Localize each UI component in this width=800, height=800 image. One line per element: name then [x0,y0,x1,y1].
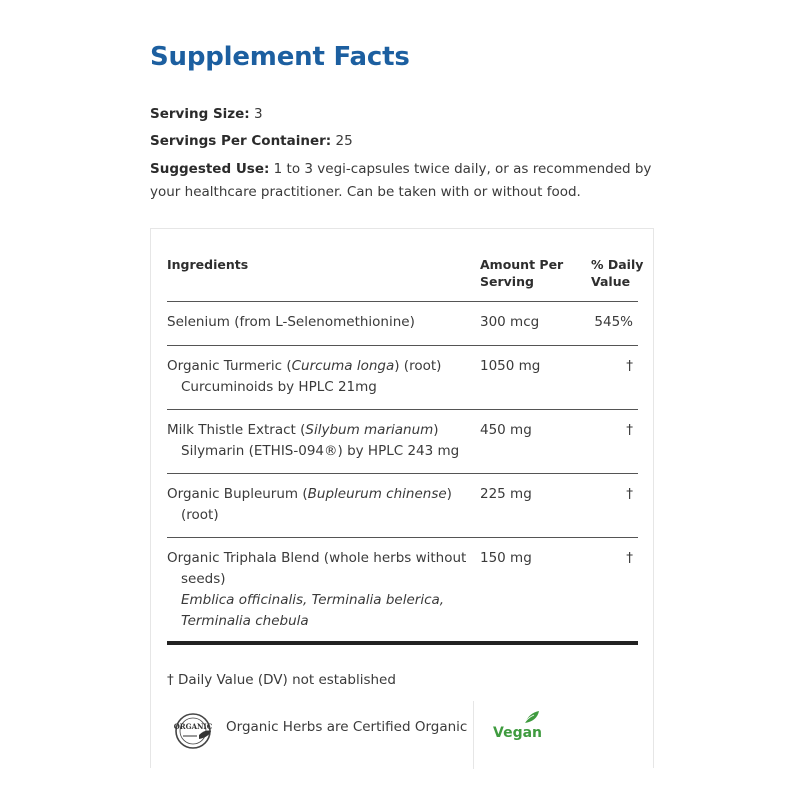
ingredient-name-suffix: ) (root) [394,358,442,374]
ingredient-name-text: Milk Thistle Extract ( [167,422,306,438]
seal-text: ORGANIC [173,722,213,731]
ingredient-name [167,484,467,526]
page-title: Supplement Facts [150,42,410,72]
ingredient-sub: Silymarin (ETHIS-094®) by HPLC 243 mg [181,443,460,459]
header-ingredients: Ingredients [167,257,249,272]
header-divider [167,301,638,302]
ingredient-amount: 1050 mg [480,358,541,374]
serving-size [150,103,660,126]
row-divider [167,409,638,410]
ingredient-latin-name: Terminalia chebula [181,613,309,629]
suggested-use-label: Suggested Use: [150,161,270,177]
organic-certification-note: Organic Herbs are Certified Organic [226,719,468,735]
serving-size-label: Serving Size: [150,106,250,122]
servings-per-container [150,130,660,153]
ingredient-name-suffix: ) [446,486,452,502]
header-amount-per-serving: Amount Per Serving [480,257,564,289]
ingredient-amount: 300 mcg [480,314,540,330]
suggested-use [150,158,660,204]
row-divider [167,345,638,346]
ingredient-name: Selenium (from L-Selenomethionine) [167,314,415,330]
ingredient-name-text: Organic Bupleurum ( [167,486,308,502]
vegan-badge-icon [491,709,543,745]
ingredient-daily-value: † [626,422,633,438]
vegan-text: Vegan [493,725,542,741]
ingredient-latin-name: Silybum marianum [305,422,434,438]
serving-size-value: 3 [249,106,263,122]
row-divider [167,537,638,538]
servings-per-container-label: Servings Per Container: [150,133,332,149]
ingredient-name-suffix: ) [433,422,439,438]
ingredient-amount: 450 mg [480,422,532,438]
supplement-facts-table [150,228,654,768]
ingredient-daily-value: † [626,550,633,566]
ingredient-daily-value: † [626,358,633,374]
table-bottom-rule [167,641,638,645]
badge-divider [473,701,474,769]
usda-organic-seal-icon [169,711,221,751]
daily-value-footnote: † Daily Value (DV) not established [167,672,396,688]
ingredient-daily-value: 545% [594,314,633,330]
ingredient-name [167,356,467,398]
row-divider [167,473,638,474]
suggested-use-value: 1 to 3 vegi-capsules twice daily, or as recommended by your healthcare practitioner. Can be taken with or without food. [150,161,652,200]
ingredient-daily-value: † [626,486,633,502]
ingredient-name [167,548,467,632]
ingredient-name [167,420,467,462]
ingredient-latin-name: Emblica officinalis, Terminalia belerica, [181,592,445,608]
ingredient-latin-name: Curcuma longa [291,358,395,374]
ingredient-name-text: Organic Triphala Blend (whole herbs without [167,550,467,566]
servings-per-container-value: 25 [331,133,353,149]
header-daily-value: % Daily Value [591,257,644,289]
ingredient-amount: 225 mg [480,486,532,502]
ingredient-amount: 150 mg [480,550,532,566]
ingredient-sub: seeds) [181,571,226,587]
ingredient-name-text: Organic Turmeric ( [167,358,292,374]
ingredient-sub: Curcuminoids by HPLC 21mg [181,379,377,395]
ingredient-latin-name: Bupleurum chinense [307,486,447,502]
ingredient-sub: (root) [181,507,219,523]
